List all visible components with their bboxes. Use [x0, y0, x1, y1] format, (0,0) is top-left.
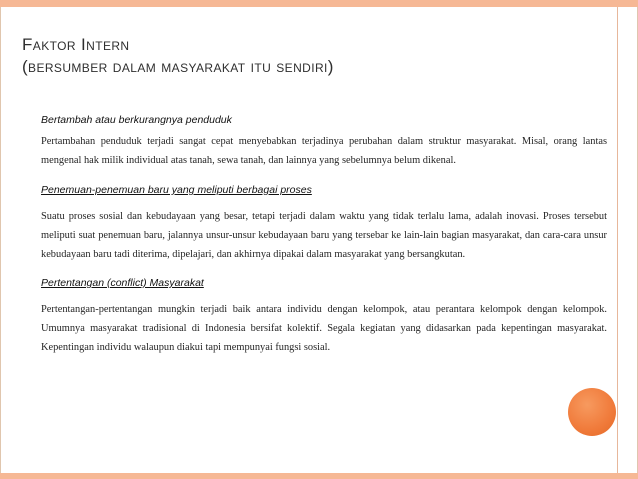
top-accent-bar	[0, 0, 638, 7]
bottom-accent-bar	[0, 473, 638, 479]
section-text-population: Pertambahan penduduk terjadi sangat cepat menyebabkan terjadinya perubahan dalam struktur masyarakat. Misal, orang lantas mengenal hak milik individual atas tanah, sewa tanah, dan lainnya yang sebelumnya belum dikenal.	[41, 136, 607, 166]
section-heading-conflict: Pertentangan (conflict) Masyarakat	[41, 277, 204, 289]
section-heading-population: Bertambah atau berkurangnya penduduk	[41, 114, 232, 126]
section-text-conflict: Pertentangan-pertentangan mungkin terjadi baik antara individu dengan kelompok, atau perantara kelompok dengan kelompok. Umumnya masyarakat tradisional di Indonesia bersifat kolektif. Segala kegiatan yang didasarkan pada kepentingan masyarakat. Kepentingan individu walaupun diakui tapi mempunyai fungsi sosial.	[41, 304, 607, 353]
slide-title-line-2: (bersumber dalam masyarakat itu sendiri)	[22, 57, 334, 76]
right-accent-line	[617, 7, 618, 479]
section-text-innovation: Suatu proses sosial dan kebudayaan yang besar, tetapi terjadi dalam waktu yang tidak terlalu lama, adalah inovasi. Proses tersebut meliputi suat penemuan baru, jalannya unsur-unsur kebudayaan baru yang tersebar ke lain-lain bagian masyarakat, dan cara-cara unsur kebudayaan baru tadi diterima, dipelajari, dan akhirnya dipakai dalam masyarakat yang bersangkutan.	[41, 211, 607, 260]
decorative-orange-circle	[568, 388, 616, 436]
section-innovation	[41, 182, 607, 264]
section-heading-innovation: Penemuan-penemuan baru yang meliputi berbagai proses	[41, 184, 312, 196]
slide-title-line-1: Faktor Intern	[22, 35, 130, 54]
slide-title	[22, 34, 602, 78]
slide-content	[41, 112, 607, 357]
section-conflict	[41, 275, 607, 357]
